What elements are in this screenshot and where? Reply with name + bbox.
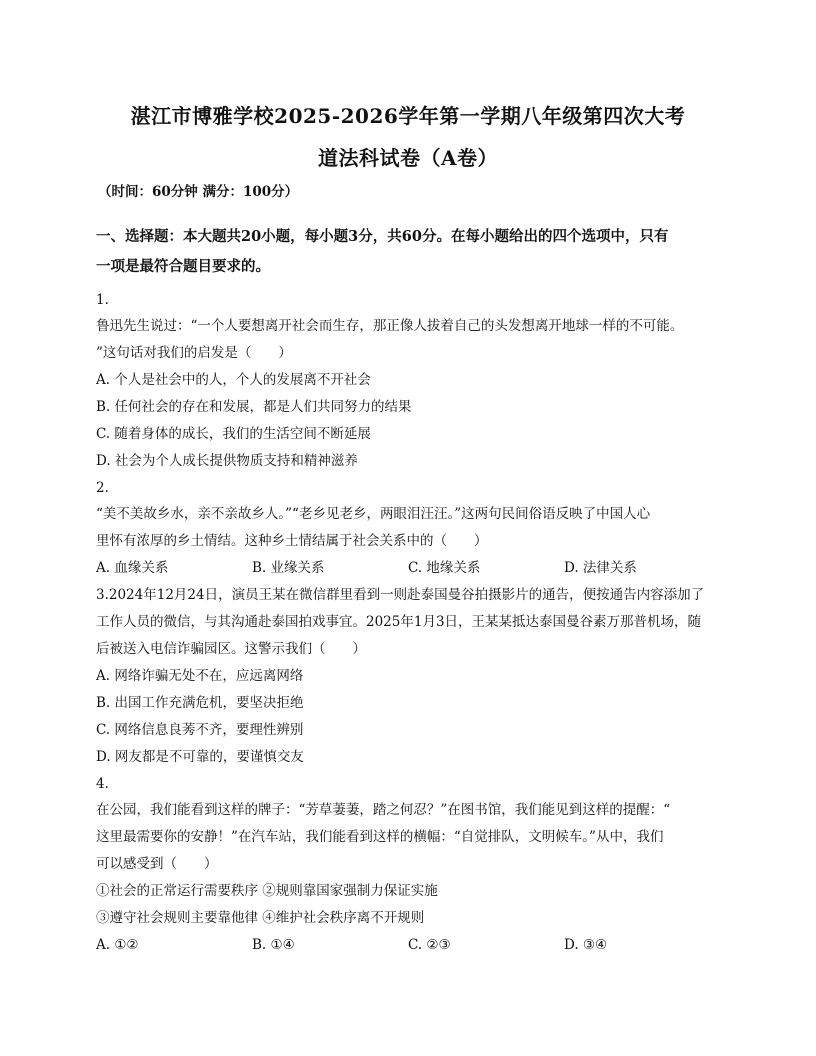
question-stem-line: 在公园，我们能看到这样的牌子：“芳草萋萋，踏之何忍？”在图书馆，我们能见到这样的提醒：“ xyxy=(96,802,671,818)
question-number: 1. xyxy=(96,292,109,308)
question-stem-line: 3.2024年12月24日，演员王某在微信群里看到一则赴泰国曼谷拍摄影片的通告，便按通告内容添加了 xyxy=(96,587,705,603)
answer-option-b: B. 任何社会的存在和发展，都是人们共同努力的结果 xyxy=(96,399,412,415)
answer-option-a: A. 网络诈骗无处不在，应远离网络 xyxy=(96,668,304,684)
question-number: 4. xyxy=(96,776,109,792)
answer-option-d: D. 社会为个人成长提供物质支持和精神滋养 xyxy=(96,453,358,469)
answer-option-c: C. ②③ xyxy=(408,937,451,953)
question-stem-line: 工作人员的微信，与其沟通赴泰国拍戏事宜。2025年1月3日，王某某抵达泰国曼谷素万那普机场，随 xyxy=(96,614,702,630)
answer-option-a: A. 血缘关系 xyxy=(96,560,169,576)
answer-option-a: A. 个人是社会中的人，个人的发展离不开社会 xyxy=(96,372,371,388)
answer-option-a: A. ①② xyxy=(96,937,139,953)
question-stem-line: 这里最需要你的安静！”在汽车站，我们能看到这样的横幅：“自觉排队，文明候车。”从中，我们 xyxy=(96,829,664,845)
answer-options-row xyxy=(96,935,726,955)
question-stem-line: 后被送入电信诈骗园区。这警示我们（ ） xyxy=(96,641,366,657)
statement-line: ①社会的正常运行需要秩序 ②规则靠国家强制力保证实施 xyxy=(96,883,438,899)
question-stem-line: 可以感受到（ ） xyxy=(96,856,218,872)
answer-option-c: C. 网络信息良莠不齐，要理性辨别 xyxy=(96,722,304,738)
question-stem-line: 里怀有浓厚的乡土情结。这种乡土情结属于社会关系中的（ ） xyxy=(96,533,488,549)
answer-option-c: C. 随着身体的成长，我们的生活空间不断延展 xyxy=(96,426,371,442)
answer-option-d: D. ③④ xyxy=(564,937,608,953)
question-stem-line: “美不美故乡水，亲不亲故乡人。”“老乡见老乡，两眼泪汪汪。”这两句民间俗语反映了中国人心 xyxy=(96,506,651,522)
section-instruction-line-2: 一项是最符合题目要求的。 xyxy=(96,258,270,275)
answer-option-b: B. ①④ xyxy=(252,937,295,953)
answer-option-b: B. 出国工作充满危机，要坚决拒绝 xyxy=(96,695,304,711)
answer-option-d: D. 法律关系 xyxy=(564,560,637,576)
exam-title-line-2: 道法科试卷（A卷） xyxy=(317,146,499,170)
answer-option-c: C. 地缘关系 xyxy=(408,560,481,576)
answer-option-d: D. 网友都是不可靠的，要谨慎交友 xyxy=(96,749,304,765)
answer-option-b: B. 业缘关系 xyxy=(252,560,325,576)
statement-line: ③遵守社会规则主要靠他律 ④维护社会秩序离不开规则 xyxy=(96,910,425,926)
exam-time-score: （时间：60分钟 满分：100分） xyxy=(98,184,299,200)
question-number: 2. xyxy=(96,480,109,496)
question-stem-line: 鲁迅先生说过：“一个人要想离开社会而生存，那正像人拔着自己的头发想离开地球一样的不可能。 xyxy=(96,318,684,334)
section-instruction-line-1: 一、选择题：本大题共20小题，每小题3分，共60分。在每小题给出的四个选项中，只有 xyxy=(96,228,669,245)
answer-options-row xyxy=(96,558,726,578)
question-stem-line: ”这句话对我们的启发是（ ） xyxy=(96,345,292,361)
exam-title-line-1: 湛江市博雅学校2025-2026学年第一学期八年级第四次大考 xyxy=(130,104,686,128)
